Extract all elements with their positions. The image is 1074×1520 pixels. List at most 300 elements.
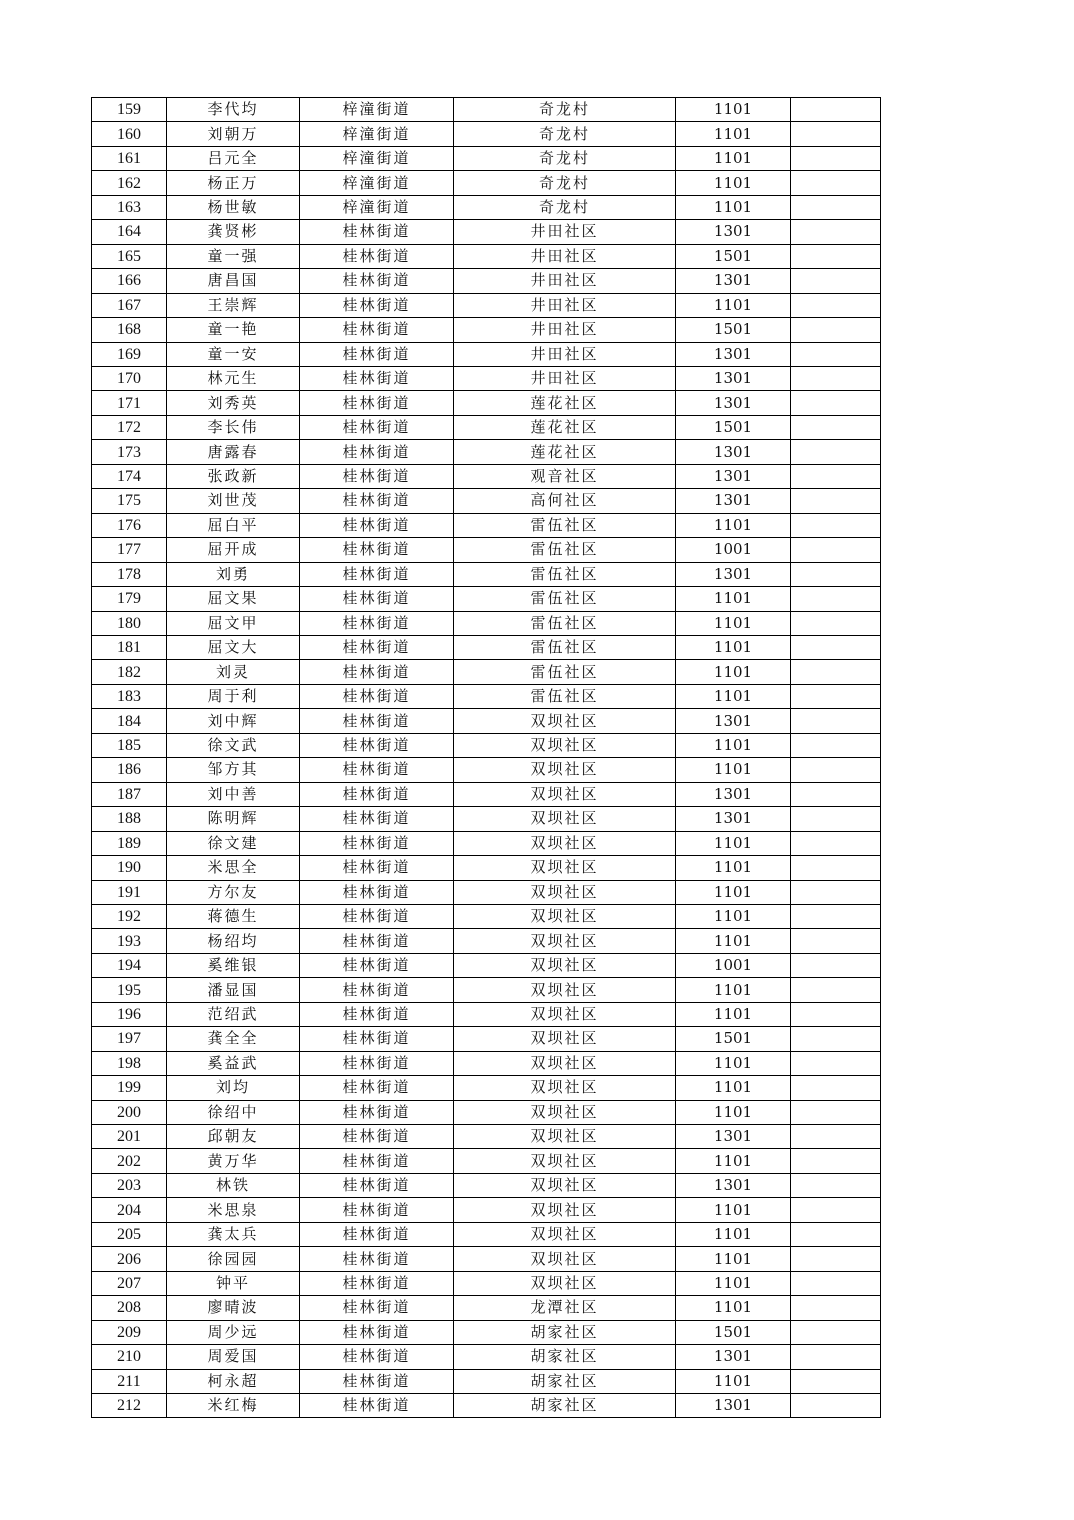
remark-cell xyxy=(791,1173,881,1197)
table-row xyxy=(92,807,881,831)
row-number-cell: 163 xyxy=(92,195,167,219)
village-cell: 莲花社区 xyxy=(454,440,676,464)
row-number-cell: 195 xyxy=(92,978,167,1002)
table-row xyxy=(92,293,881,317)
row-number-cell: 169 xyxy=(92,342,167,366)
table-row xyxy=(92,611,881,635)
name-cell: 徐文建 xyxy=(167,831,300,855)
village-cell: 双坝社区 xyxy=(454,904,676,928)
street-cell: 桂林街道 xyxy=(300,953,454,977)
remark-cell xyxy=(791,1320,881,1344)
village-cell: 双坝社区 xyxy=(454,978,676,1002)
code-cell: 1101 xyxy=(676,929,791,953)
village-cell: 雷伍社区 xyxy=(454,562,676,586)
remark-cell xyxy=(791,1369,881,1393)
code-cell: 1501 xyxy=(676,1027,791,1051)
remark-cell xyxy=(791,953,881,977)
name-cell: 刘秀英 xyxy=(167,391,300,415)
village-cell: 雷伍社区 xyxy=(454,587,676,611)
row-number-cell: 174 xyxy=(92,464,167,488)
remark-cell xyxy=(791,782,881,806)
code-cell: 1001 xyxy=(676,538,791,562)
remark-cell xyxy=(791,464,881,488)
row-number-cell: 202 xyxy=(92,1149,167,1173)
name-cell: 刘世茂 xyxy=(167,489,300,513)
village-cell: 奇龙村 xyxy=(454,146,676,170)
row-number-cell: 184 xyxy=(92,709,167,733)
street-cell: 桂林街道 xyxy=(300,880,454,904)
table-row xyxy=(92,1027,881,1051)
village-cell: 观音社区 xyxy=(454,464,676,488)
name-cell: 龚全全 xyxy=(167,1027,300,1051)
name-cell: 奚维银 xyxy=(167,953,300,977)
remark-cell xyxy=(791,1222,881,1246)
row-number-cell: 167 xyxy=(92,293,167,317)
row-number-cell: 186 xyxy=(92,758,167,782)
table-row xyxy=(92,709,881,733)
row-number-cell: 177 xyxy=(92,538,167,562)
row-number-cell: 159 xyxy=(92,98,167,122)
code-cell: 1501 xyxy=(676,415,791,439)
street-cell: 桂林街道 xyxy=(300,611,454,635)
name-cell: 徐绍中 xyxy=(167,1100,300,1124)
remark-cell xyxy=(791,978,881,1002)
code-cell: 1001 xyxy=(676,953,791,977)
street-cell: 桂林街道 xyxy=(300,1051,454,1075)
village-cell: 双坝社区 xyxy=(454,1125,676,1149)
remark-cell xyxy=(791,587,881,611)
village-cell: 莲花社区 xyxy=(454,391,676,415)
village-cell: 井田社区 xyxy=(454,269,676,293)
table-row xyxy=(92,391,881,415)
table-row xyxy=(92,1100,881,1124)
name-cell: 童一安 xyxy=(167,342,300,366)
name-cell: 奚益武 xyxy=(167,1051,300,1075)
remark-cell xyxy=(791,538,881,562)
village-cell: 双坝社区 xyxy=(454,1100,676,1124)
village-cell: 双坝社区 xyxy=(454,1027,676,1051)
table-row xyxy=(92,513,881,537)
code-cell: 1301 xyxy=(676,220,791,244)
code-cell: 1101 xyxy=(676,1002,791,1026)
name-cell: 王崇辉 xyxy=(167,293,300,317)
name-cell: 米思全 xyxy=(167,856,300,880)
name-cell: 唐昌国 xyxy=(167,269,300,293)
remark-cell xyxy=(791,807,881,831)
table-row xyxy=(92,856,881,880)
remark-cell xyxy=(791,489,881,513)
row-number-cell: 201 xyxy=(92,1125,167,1149)
name-cell: 方尔友 xyxy=(167,880,300,904)
row-number-cell: 197 xyxy=(92,1027,167,1051)
street-cell: 桂林街道 xyxy=(300,856,454,880)
table-row xyxy=(92,782,881,806)
code-cell: 1301 xyxy=(676,1125,791,1149)
table-row xyxy=(92,635,881,659)
street-cell: 桂林街道 xyxy=(300,391,454,415)
table-row xyxy=(92,978,881,1002)
code-cell: 1101 xyxy=(676,1247,791,1271)
name-cell: 龚贤彬 xyxy=(167,220,300,244)
row-number-cell: 161 xyxy=(92,146,167,170)
village-cell: 井田社区 xyxy=(454,293,676,317)
remark-cell xyxy=(791,1125,881,1149)
roster-table-body xyxy=(92,98,881,1418)
row-number-cell: 160 xyxy=(92,122,167,146)
name-cell: 蒋德生 xyxy=(167,904,300,928)
name-cell: 黄万华 xyxy=(167,1149,300,1173)
remark-cell xyxy=(791,366,881,390)
row-number-cell: 170 xyxy=(92,366,167,390)
remark-cell xyxy=(791,293,881,317)
code-cell: 1101 xyxy=(676,587,791,611)
street-cell: 桂林街道 xyxy=(300,366,454,390)
code-cell: 1301 xyxy=(676,489,791,513)
village-cell: 雷伍社区 xyxy=(454,611,676,635)
row-number-cell: 212 xyxy=(92,1394,167,1418)
table-row xyxy=(92,1345,881,1369)
name-cell: 周于利 xyxy=(167,684,300,708)
remark-cell xyxy=(791,929,881,953)
row-number-cell: 191 xyxy=(92,880,167,904)
street-cell: 桂林街道 xyxy=(300,1296,454,1320)
code-cell: 1101 xyxy=(676,146,791,170)
village-cell: 双坝社区 xyxy=(454,929,676,953)
village-cell: 胡家社区 xyxy=(454,1345,676,1369)
row-number-cell: 204 xyxy=(92,1198,167,1222)
remark-cell xyxy=(791,562,881,586)
table-row xyxy=(92,220,881,244)
remark-cell xyxy=(791,856,881,880)
remark-cell xyxy=(791,1051,881,1075)
name-cell: 李长伟 xyxy=(167,415,300,439)
remark-cell xyxy=(791,709,881,733)
remark-cell xyxy=(791,1149,881,1173)
name-cell: 徐园园 xyxy=(167,1247,300,1271)
village-cell: 双坝社区 xyxy=(454,1149,676,1173)
street-cell: 桂林街道 xyxy=(300,684,454,708)
name-cell: 杨世敏 xyxy=(167,195,300,219)
name-cell: 廖晴波 xyxy=(167,1296,300,1320)
table-row xyxy=(92,904,881,928)
village-cell: 莲花社区 xyxy=(454,415,676,439)
street-cell: 桂林街道 xyxy=(300,464,454,488)
code-cell: 1101 xyxy=(676,1369,791,1393)
name-cell: 周爱国 xyxy=(167,1345,300,1369)
village-cell: 雷伍社区 xyxy=(454,513,676,537)
village-cell: 井田社区 xyxy=(454,244,676,268)
table-row xyxy=(92,1051,881,1075)
row-number-cell: 190 xyxy=(92,856,167,880)
street-cell: 桂林街道 xyxy=(300,1222,454,1246)
street-cell: 桂林街道 xyxy=(300,269,454,293)
table-row xyxy=(92,146,881,170)
name-cell: 米红梅 xyxy=(167,1394,300,1418)
code-cell: 1101 xyxy=(676,660,791,684)
street-cell: 桂林街道 xyxy=(300,1076,454,1100)
street-cell: 桂林街道 xyxy=(300,489,454,513)
row-number-cell: 206 xyxy=(92,1247,167,1271)
code-cell: 1301 xyxy=(676,1345,791,1369)
village-cell: 双坝社区 xyxy=(454,880,676,904)
row-number-cell: 168 xyxy=(92,318,167,342)
table-row xyxy=(92,684,881,708)
table-row xyxy=(92,440,881,464)
code-cell: 1101 xyxy=(676,513,791,537)
street-cell: 桂林街道 xyxy=(300,1149,454,1173)
row-number-cell: 194 xyxy=(92,953,167,977)
table-row xyxy=(92,489,881,513)
code-cell: 1101 xyxy=(676,1198,791,1222)
table-row xyxy=(92,1296,881,1320)
name-cell: 林铁 xyxy=(167,1173,300,1197)
code-cell: 1101 xyxy=(676,1100,791,1124)
remark-cell xyxy=(791,635,881,659)
table-row xyxy=(92,733,881,757)
code-cell: 1101 xyxy=(676,1296,791,1320)
street-cell: 桂林街道 xyxy=(300,244,454,268)
remark-cell xyxy=(791,733,881,757)
street-cell: 桂林街道 xyxy=(300,904,454,928)
code-cell: 1101 xyxy=(676,122,791,146)
table-row xyxy=(92,562,881,586)
row-number-cell: 164 xyxy=(92,220,167,244)
remark-cell xyxy=(791,1002,881,1026)
remark-cell xyxy=(791,269,881,293)
table-row xyxy=(92,1149,881,1173)
street-cell: 桂林街道 xyxy=(300,415,454,439)
name-cell: 刘中辉 xyxy=(167,709,300,733)
village-cell: 奇龙村 xyxy=(454,122,676,146)
code-cell: 1101 xyxy=(676,684,791,708)
street-cell: 桂林街道 xyxy=(300,293,454,317)
table-row xyxy=(92,1002,881,1026)
row-number-cell: 198 xyxy=(92,1051,167,1075)
name-cell: 范绍武 xyxy=(167,1002,300,1026)
row-number-cell: 180 xyxy=(92,611,167,635)
remark-cell xyxy=(791,1027,881,1051)
row-number-cell: 185 xyxy=(92,733,167,757)
village-cell: 雷伍社区 xyxy=(454,635,676,659)
row-number-cell: 162 xyxy=(92,171,167,195)
name-cell: 屈开成 xyxy=(167,538,300,562)
table-row xyxy=(92,171,881,195)
name-cell: 刘勇 xyxy=(167,562,300,586)
street-cell: 桂林街道 xyxy=(300,562,454,586)
street-cell: 梓潼街道 xyxy=(300,146,454,170)
remark-cell xyxy=(791,122,881,146)
row-number-cell: 165 xyxy=(92,244,167,268)
table-row xyxy=(92,538,881,562)
street-cell: 桂林街道 xyxy=(300,1394,454,1418)
code-cell: 1501 xyxy=(676,1320,791,1344)
name-cell: 杨正万 xyxy=(167,171,300,195)
table-row xyxy=(92,415,881,439)
village-cell: 井田社区 xyxy=(454,220,676,244)
code-cell: 1301 xyxy=(676,440,791,464)
name-cell: 柯永超 xyxy=(167,1369,300,1393)
code-cell: 1101 xyxy=(676,1149,791,1173)
name-cell: 刘中善 xyxy=(167,782,300,806)
code-cell: 1101 xyxy=(676,195,791,219)
street-cell: 桂林街道 xyxy=(300,929,454,953)
table-row xyxy=(92,1076,881,1100)
table-row xyxy=(92,1247,881,1271)
table-row xyxy=(92,1125,881,1149)
street-cell: 梓潼街道 xyxy=(300,98,454,122)
code-cell: 1101 xyxy=(676,1076,791,1100)
row-number-cell: 208 xyxy=(92,1296,167,1320)
street-cell: 桂林街道 xyxy=(300,635,454,659)
street-cell: 桂林街道 xyxy=(300,1320,454,1344)
name-cell: 李代均 xyxy=(167,98,300,122)
name-cell: 米思泉 xyxy=(167,1198,300,1222)
table-row xyxy=(92,366,881,390)
village-cell: 双坝社区 xyxy=(454,831,676,855)
village-cell: 双坝社区 xyxy=(454,807,676,831)
row-number-cell: 188 xyxy=(92,807,167,831)
street-cell: 桂林街道 xyxy=(300,1369,454,1393)
remark-cell xyxy=(791,1394,881,1418)
street-cell: 桂林街道 xyxy=(300,1125,454,1149)
village-cell: 双坝社区 xyxy=(454,1002,676,1026)
table-row xyxy=(92,195,881,219)
remark-cell xyxy=(791,195,881,219)
street-cell: 桂林街道 xyxy=(300,1173,454,1197)
code-cell: 1301 xyxy=(676,366,791,390)
row-number-cell: 200 xyxy=(92,1100,167,1124)
code-cell: 1101 xyxy=(676,293,791,317)
remark-cell xyxy=(791,171,881,195)
street-cell: 桂林街道 xyxy=(300,1271,454,1295)
table-row xyxy=(92,1369,881,1393)
street-cell: 桂林街道 xyxy=(300,733,454,757)
remark-cell xyxy=(791,342,881,366)
table-row xyxy=(92,98,881,122)
remark-cell xyxy=(791,220,881,244)
village-cell: 双坝社区 xyxy=(454,953,676,977)
village-cell: 双坝社区 xyxy=(454,782,676,806)
code-cell: 1301 xyxy=(676,1173,791,1197)
village-cell: 奇龙村 xyxy=(454,98,676,122)
street-cell: 桂林街道 xyxy=(300,660,454,684)
table-row xyxy=(92,1173,881,1197)
name-cell: 邹方其 xyxy=(167,758,300,782)
table-row xyxy=(92,464,881,488)
name-cell: 张政新 xyxy=(167,464,300,488)
table-row xyxy=(92,953,881,977)
row-number-cell: 176 xyxy=(92,513,167,537)
village-cell: 雷伍社区 xyxy=(454,684,676,708)
code-cell: 1501 xyxy=(676,244,791,268)
street-cell: 桂林街道 xyxy=(300,342,454,366)
table-row xyxy=(92,660,881,684)
table-row xyxy=(92,244,881,268)
village-cell: 井田社区 xyxy=(454,318,676,342)
remark-cell xyxy=(791,1247,881,1271)
row-number-cell: 175 xyxy=(92,489,167,513)
village-cell: 胡家社区 xyxy=(454,1394,676,1418)
street-cell: 桂林街道 xyxy=(300,538,454,562)
name-cell: 屈文大 xyxy=(167,635,300,659)
row-number-cell: 182 xyxy=(92,660,167,684)
village-cell: 双坝社区 xyxy=(454,856,676,880)
name-cell: 邱朝友 xyxy=(167,1125,300,1149)
table-row xyxy=(92,1394,881,1418)
code-cell: 1101 xyxy=(676,758,791,782)
name-cell: 徐文武 xyxy=(167,733,300,757)
remark-cell xyxy=(791,146,881,170)
name-cell: 屈文果 xyxy=(167,587,300,611)
street-cell: 桂林街道 xyxy=(300,807,454,831)
code-cell: 1301 xyxy=(676,342,791,366)
table-row xyxy=(92,831,881,855)
row-number-cell: 187 xyxy=(92,782,167,806)
row-number-cell: 207 xyxy=(92,1271,167,1295)
table-row xyxy=(92,1320,881,1344)
code-cell: 1101 xyxy=(676,171,791,195)
remark-cell xyxy=(791,758,881,782)
remark-cell xyxy=(791,318,881,342)
name-cell: 林元生 xyxy=(167,366,300,390)
name-cell: 屈白平 xyxy=(167,513,300,537)
street-cell: 梓潼街道 xyxy=(300,122,454,146)
code-cell: 1101 xyxy=(676,98,791,122)
table-row xyxy=(92,1198,881,1222)
name-cell: 钟平 xyxy=(167,1271,300,1295)
row-number-cell: 210 xyxy=(92,1345,167,1369)
village-cell: 双坝社区 xyxy=(454,1247,676,1271)
table-row xyxy=(92,1271,881,1295)
name-cell: 刘均 xyxy=(167,1076,300,1100)
street-cell: 梓潼街道 xyxy=(300,171,454,195)
code-cell: 1101 xyxy=(676,880,791,904)
code-cell: 1301 xyxy=(676,782,791,806)
code-cell: 1301 xyxy=(676,1394,791,1418)
row-number-cell: 178 xyxy=(92,562,167,586)
code-cell: 1101 xyxy=(676,904,791,928)
street-cell: 桂林街道 xyxy=(300,831,454,855)
row-number-cell: 171 xyxy=(92,391,167,415)
row-number-cell: 183 xyxy=(92,684,167,708)
remark-cell xyxy=(791,513,881,537)
village-cell: 龙潭社区 xyxy=(454,1296,676,1320)
code-cell: 1101 xyxy=(676,635,791,659)
row-number-cell: 199 xyxy=(92,1076,167,1100)
street-cell: 桂林街道 xyxy=(300,1002,454,1026)
code-cell: 1101 xyxy=(676,611,791,635)
village-cell: 双坝社区 xyxy=(454,1222,676,1246)
village-cell: 双坝社区 xyxy=(454,758,676,782)
street-cell: 桂林街道 xyxy=(300,709,454,733)
code-cell: 1101 xyxy=(676,1051,791,1075)
remark-cell xyxy=(791,1345,881,1369)
remark-cell xyxy=(791,440,881,464)
village-cell: 双坝社区 xyxy=(454,1198,676,1222)
table-row xyxy=(92,587,881,611)
street-cell: 桂林街道 xyxy=(300,1345,454,1369)
name-cell: 屈文甲 xyxy=(167,611,300,635)
street-cell: 桂林街道 xyxy=(300,220,454,244)
street-cell: 桂林街道 xyxy=(300,587,454,611)
remark-cell xyxy=(791,904,881,928)
street-cell: 桂林街道 xyxy=(300,1027,454,1051)
row-number-cell: 189 xyxy=(92,831,167,855)
village-cell: 井田社区 xyxy=(454,342,676,366)
name-cell: 童一艳 xyxy=(167,318,300,342)
remark-cell xyxy=(791,244,881,268)
row-number-cell: 181 xyxy=(92,635,167,659)
